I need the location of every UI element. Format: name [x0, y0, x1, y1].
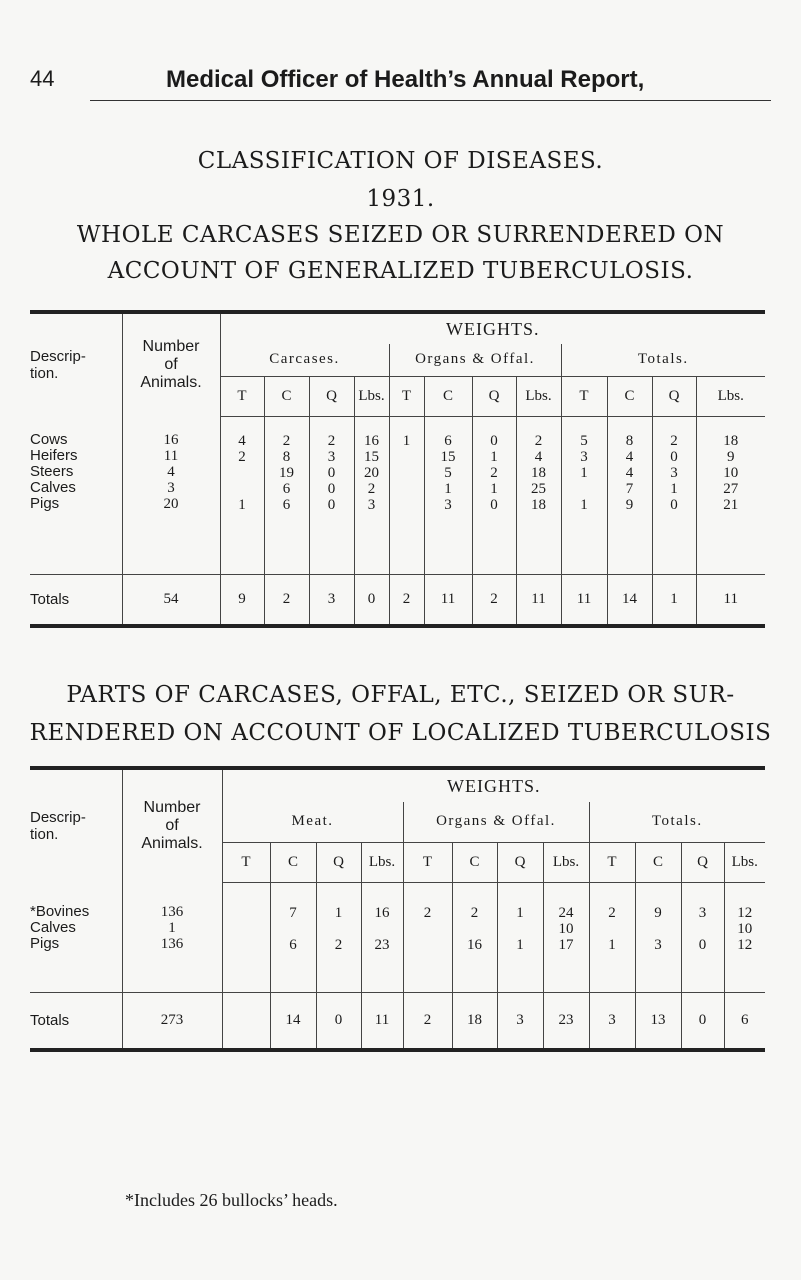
total-cell: 23	[543, 992, 589, 1050]
generalized-tb-table	[30, 310, 765, 628]
weight-column	[516, 416, 561, 574]
data-cell	[390, 497, 424, 513]
data-cell	[223, 905, 270, 921]
data-cell: 12	[737, 904, 753, 921]
data-cell	[390, 481, 424, 497]
data-cell: 4	[167, 464, 175, 480]
data-cell: 0	[327, 464, 336, 481]
subheader-cell: C	[270, 842, 316, 882]
data-cell: 1	[402, 432, 411, 449]
data-cell: 20	[163, 496, 179, 512]
subheader-cell: T	[389, 376, 424, 416]
total-cell: 3	[497, 992, 543, 1050]
data-cell: 4	[625, 448, 634, 465]
total-cell: 2	[264, 574, 309, 626]
section1-title-line1: CLASSIFICATION OF DISEASES.	[197, 148, 604, 174]
weight-column	[264, 416, 309, 574]
data-cell: 16	[364, 432, 379, 449]
total-cell: 54	[122, 574, 220, 626]
row-label: Steers	[30, 463, 74, 480]
section2-title-line2: RENDERED ON ACCOUNT OF LOCALIZED TUBERCULOSIS	[29, 720, 772, 746]
data-cell: 1	[516, 904, 524, 921]
weight-column	[354, 416, 389, 574]
data-cell: 2	[327, 432, 336, 449]
row-label: Cows	[30, 431, 68, 448]
data-cell: 9	[625, 496, 634, 513]
total-cell: 2	[389, 574, 424, 626]
totals-label: Totals	[30, 992, 122, 1050]
weight-column	[452, 882, 497, 992]
data-cell	[682, 921, 724, 937]
data-cell: 0	[670, 496, 678, 513]
weight-column	[403, 882, 452, 992]
data-cell: 16	[374, 904, 390, 921]
total-cell: 0	[354, 574, 389, 626]
data-cell: 2	[423, 904, 432, 921]
data-cell: 1	[238, 496, 246, 513]
description-header: Descrip- tion.	[30, 768, 122, 882]
data-cell	[498, 921, 543, 937]
running-title: Medical Officer of Health’s Annual Report,	[166, 66, 645, 93]
data-cell: 6	[282, 480, 291, 497]
weight-column	[472, 416, 516, 574]
localized-tb-table	[30, 766, 765, 1052]
data-cell: 1	[580, 464, 588, 481]
subheader-cell: T	[403, 842, 452, 882]
data-cell: 16	[163, 432, 179, 448]
data-cell: 1	[490, 448, 498, 465]
weight-column	[309, 416, 354, 574]
weight-column	[652, 416, 696, 574]
description-header: Descrip- tion.	[30, 312, 122, 416]
data-cell	[390, 465, 424, 481]
description-column	[30, 416, 122, 574]
section2-title-line1: PARTS OF CARCASES, OFFAL, ETC., SEIZED OR SUR-	[66, 682, 735, 708]
group-totals: Totals.	[561, 344, 765, 376]
data-cell: 136	[160, 936, 184, 952]
total-cell: 6	[724, 992, 765, 1050]
weight-column	[222, 882, 270, 992]
data-cell	[390, 449, 424, 465]
data-cell: 1	[516, 936, 524, 953]
total-cell: 11	[361, 992, 403, 1050]
data-cell: 1	[444, 480, 452, 497]
weight-column	[635, 882, 681, 992]
data-cell: 0	[490, 432, 498, 449]
subheader-cell: Q	[681, 842, 724, 882]
weight-column	[316, 882, 361, 992]
data-cell: 16	[467, 936, 482, 953]
data-cell: 15	[364, 448, 379, 465]
weight-column	[681, 882, 724, 992]
subheader-cell: C	[452, 842, 497, 882]
total-cell: 11	[696, 574, 765, 626]
group-carcases: Carcases.	[220, 344, 389, 376]
data-cell: 136	[160, 904, 184, 920]
data-cell: 1	[490, 480, 498, 497]
total-cell: 11	[516, 574, 561, 626]
number-header: Number of Animals.	[122, 312, 220, 416]
total-cell: 0	[316, 992, 361, 1050]
data-cell: 4	[238, 432, 246, 449]
weights-header: WEIGHTS.	[220, 312, 765, 344]
subheader-cell: Lbs.	[696, 376, 765, 416]
data-cell: 25	[531, 480, 546, 497]
subheader-cell: Q	[652, 376, 696, 416]
subheader-cell: Lbs.	[354, 376, 389, 416]
row-label: Calves	[30, 919, 76, 936]
total-cell: 9	[220, 574, 264, 626]
data-cell: 1	[580, 496, 588, 513]
data-body-row	[30, 882, 765, 992]
subheader-cell: Q	[309, 376, 354, 416]
total-cell: 273	[122, 992, 222, 1050]
group-totals: Totals.	[589, 802, 765, 842]
data-cell	[223, 921, 270, 937]
animals-column	[122, 882, 222, 992]
weight-column	[424, 416, 472, 574]
weight-column	[696, 416, 765, 574]
data-cell: 21	[723, 496, 739, 513]
section1-title-line3: WHOLE CARCASES SEIZED OR SURRENDERED ON	[76, 222, 725, 248]
subheader-cell: Q	[316, 842, 361, 882]
data-cell: 10	[737, 920, 753, 937]
subheader-cell: Lbs.	[543, 842, 589, 882]
data-cell: 3	[444, 496, 452, 513]
total-cell: 2	[403, 992, 452, 1050]
data-cell	[453, 921, 497, 937]
data-cell: 1	[168, 920, 176, 936]
weight-column	[497, 882, 543, 992]
data-cell: 0	[490, 496, 498, 513]
row-label: Pigs	[30, 935, 60, 952]
data-cell: 18	[531, 496, 546, 513]
data-cell	[271, 921, 316, 937]
total-cell: 18	[452, 992, 497, 1050]
data-cell: 10	[723, 464, 739, 481]
row-label: Heifers	[30, 447, 78, 464]
data-cell: 11	[163, 448, 179, 464]
number-header: Number of Animals.	[122, 768, 222, 882]
data-cell: 6	[289, 936, 297, 953]
total-cell: 14	[607, 574, 652, 626]
data-cell: 2	[282, 432, 291, 449]
total-cell: 13	[635, 992, 681, 1050]
data-cell: 2	[470, 904, 479, 921]
data-cell	[636, 921, 681, 937]
subheader-cell: Lbs.	[516, 376, 561, 416]
data-body-row	[30, 416, 765, 574]
page-number: 44	[30, 66, 55, 91]
data-cell: 12	[737, 936, 753, 953]
weight-column	[270, 882, 316, 992]
data-cell: 3	[167, 480, 175, 496]
data-cell: 2	[490, 464, 498, 481]
data-cell: 3	[367, 496, 376, 513]
data-cell: 9	[654, 904, 662, 921]
data-cell: 4	[625, 464, 634, 481]
total-cell	[222, 992, 270, 1050]
data-cell: 18	[723, 432, 739, 449]
description-column	[30, 882, 122, 992]
data-cell: 10	[558, 920, 574, 937]
total-cell: 1	[652, 574, 696, 626]
data-cell: 7	[289, 904, 297, 921]
data-cell: 0	[327, 496, 336, 513]
data-cell: 27	[723, 480, 739, 497]
data-cell: 0	[698, 936, 707, 953]
group-meat: Meat.	[222, 802, 403, 842]
subheader-cell: T	[220, 376, 264, 416]
weight-column	[543, 882, 589, 992]
data-cell: 0	[670, 448, 678, 465]
data-cell: 24	[558, 904, 574, 921]
data-cell: 1	[334, 904, 343, 921]
weight-column	[561, 416, 607, 574]
data-cell	[404, 921, 452, 937]
data-cell: 1	[670, 480, 678, 497]
subheader-cell: C	[635, 842, 681, 882]
data-cell: 23	[374, 936, 390, 953]
data-cell: 3	[670, 464, 678, 481]
header-rule	[90, 100, 771, 101]
data-cell: 2	[238, 448, 246, 465]
total-cell: 3	[589, 992, 635, 1050]
row-label: Calves	[30, 479, 76, 496]
data-cell	[362, 921, 403, 937]
data-cell: 3	[654, 936, 662, 953]
data-cell: 17	[558, 936, 574, 953]
data-cell: 8	[625, 432, 634, 449]
footnote: *Includes 26 bullocks’ heads.	[125, 1190, 338, 1210]
subheader-cell: C	[607, 376, 652, 416]
section1-title-line4: ACCOUNT OF GENERALIZED TUBERCULOSIS.	[107, 258, 694, 284]
weight-column	[724, 882, 765, 992]
data-cell: 20	[364, 464, 379, 481]
data-cell: 3	[327, 448, 336, 465]
data-cell: 6	[282, 496, 291, 513]
subheader-cell: Q	[472, 376, 516, 416]
subheader-cell: Lbs.	[361, 842, 403, 882]
animals-column	[122, 416, 220, 574]
data-cell: 2	[534, 432, 543, 449]
data-cell	[404, 937, 452, 953]
data-cell: 1	[608, 936, 616, 953]
subheader-cell: T	[222, 842, 270, 882]
group-organs-offal: Organs & Offal.	[389, 344, 561, 376]
row-label: Pigs	[30, 495, 60, 512]
data-cell: 8	[282, 448, 291, 465]
data-cell: 7	[625, 480, 634, 497]
data-cell	[317, 921, 361, 937]
totals-row	[30, 574, 765, 626]
data-cell	[590, 921, 635, 937]
total-cell: 14	[270, 992, 316, 1050]
row-label: *Bovines	[30, 903, 90, 920]
data-cell: 3	[580, 448, 588, 465]
data-cell: 2	[334, 936, 343, 953]
data-cell	[221, 465, 264, 481]
data-cell: 0	[327, 480, 336, 497]
data-cell: 15	[440, 448, 456, 465]
subheader-cell: C	[424, 376, 472, 416]
total-cell: 3	[309, 574, 354, 626]
total-cell: 11	[424, 574, 472, 626]
data-cell: 2	[670, 432, 678, 449]
subheader-cell: T	[561, 376, 607, 416]
page-header	[30, 66, 771, 102]
section1-title-line2: 1931.	[366, 186, 435, 212]
weight-column	[589, 882, 635, 992]
data-cell: 9	[727, 448, 735, 465]
total-cell: 11	[561, 574, 607, 626]
data-cell	[221, 481, 264, 497]
weight-column	[389, 416, 424, 574]
data-cell: 5	[580, 432, 588, 449]
weight-column	[361, 882, 403, 992]
data-cell: 19	[279, 464, 294, 481]
subheader-cell: T	[589, 842, 635, 882]
data-cell	[223, 937, 270, 953]
data-cell: 3	[698, 904, 707, 921]
data-cell: 4	[534, 448, 543, 465]
group-organs-offal: Organs & Offal.	[403, 802, 589, 842]
totals-label: Totals	[30, 574, 122, 626]
totals-row	[30, 992, 765, 1050]
weight-column	[220, 416, 264, 574]
subheader-cell: Q	[497, 842, 543, 882]
data-cell: 5	[444, 464, 452, 481]
data-cell: 2	[367, 480, 376, 497]
subheader-cell: Lbs.	[724, 842, 765, 882]
data-cell: 18	[531, 464, 546, 481]
subheader-cell: C	[264, 376, 309, 416]
data-cell: 6	[444, 432, 452, 449]
data-cell	[562, 481, 607, 497]
total-cell: 0	[681, 992, 724, 1050]
weights-header: WEIGHTS.	[222, 768, 765, 802]
total-cell: 2	[472, 574, 516, 626]
data-cell: 2	[608, 904, 616, 921]
weight-column	[607, 416, 652, 574]
